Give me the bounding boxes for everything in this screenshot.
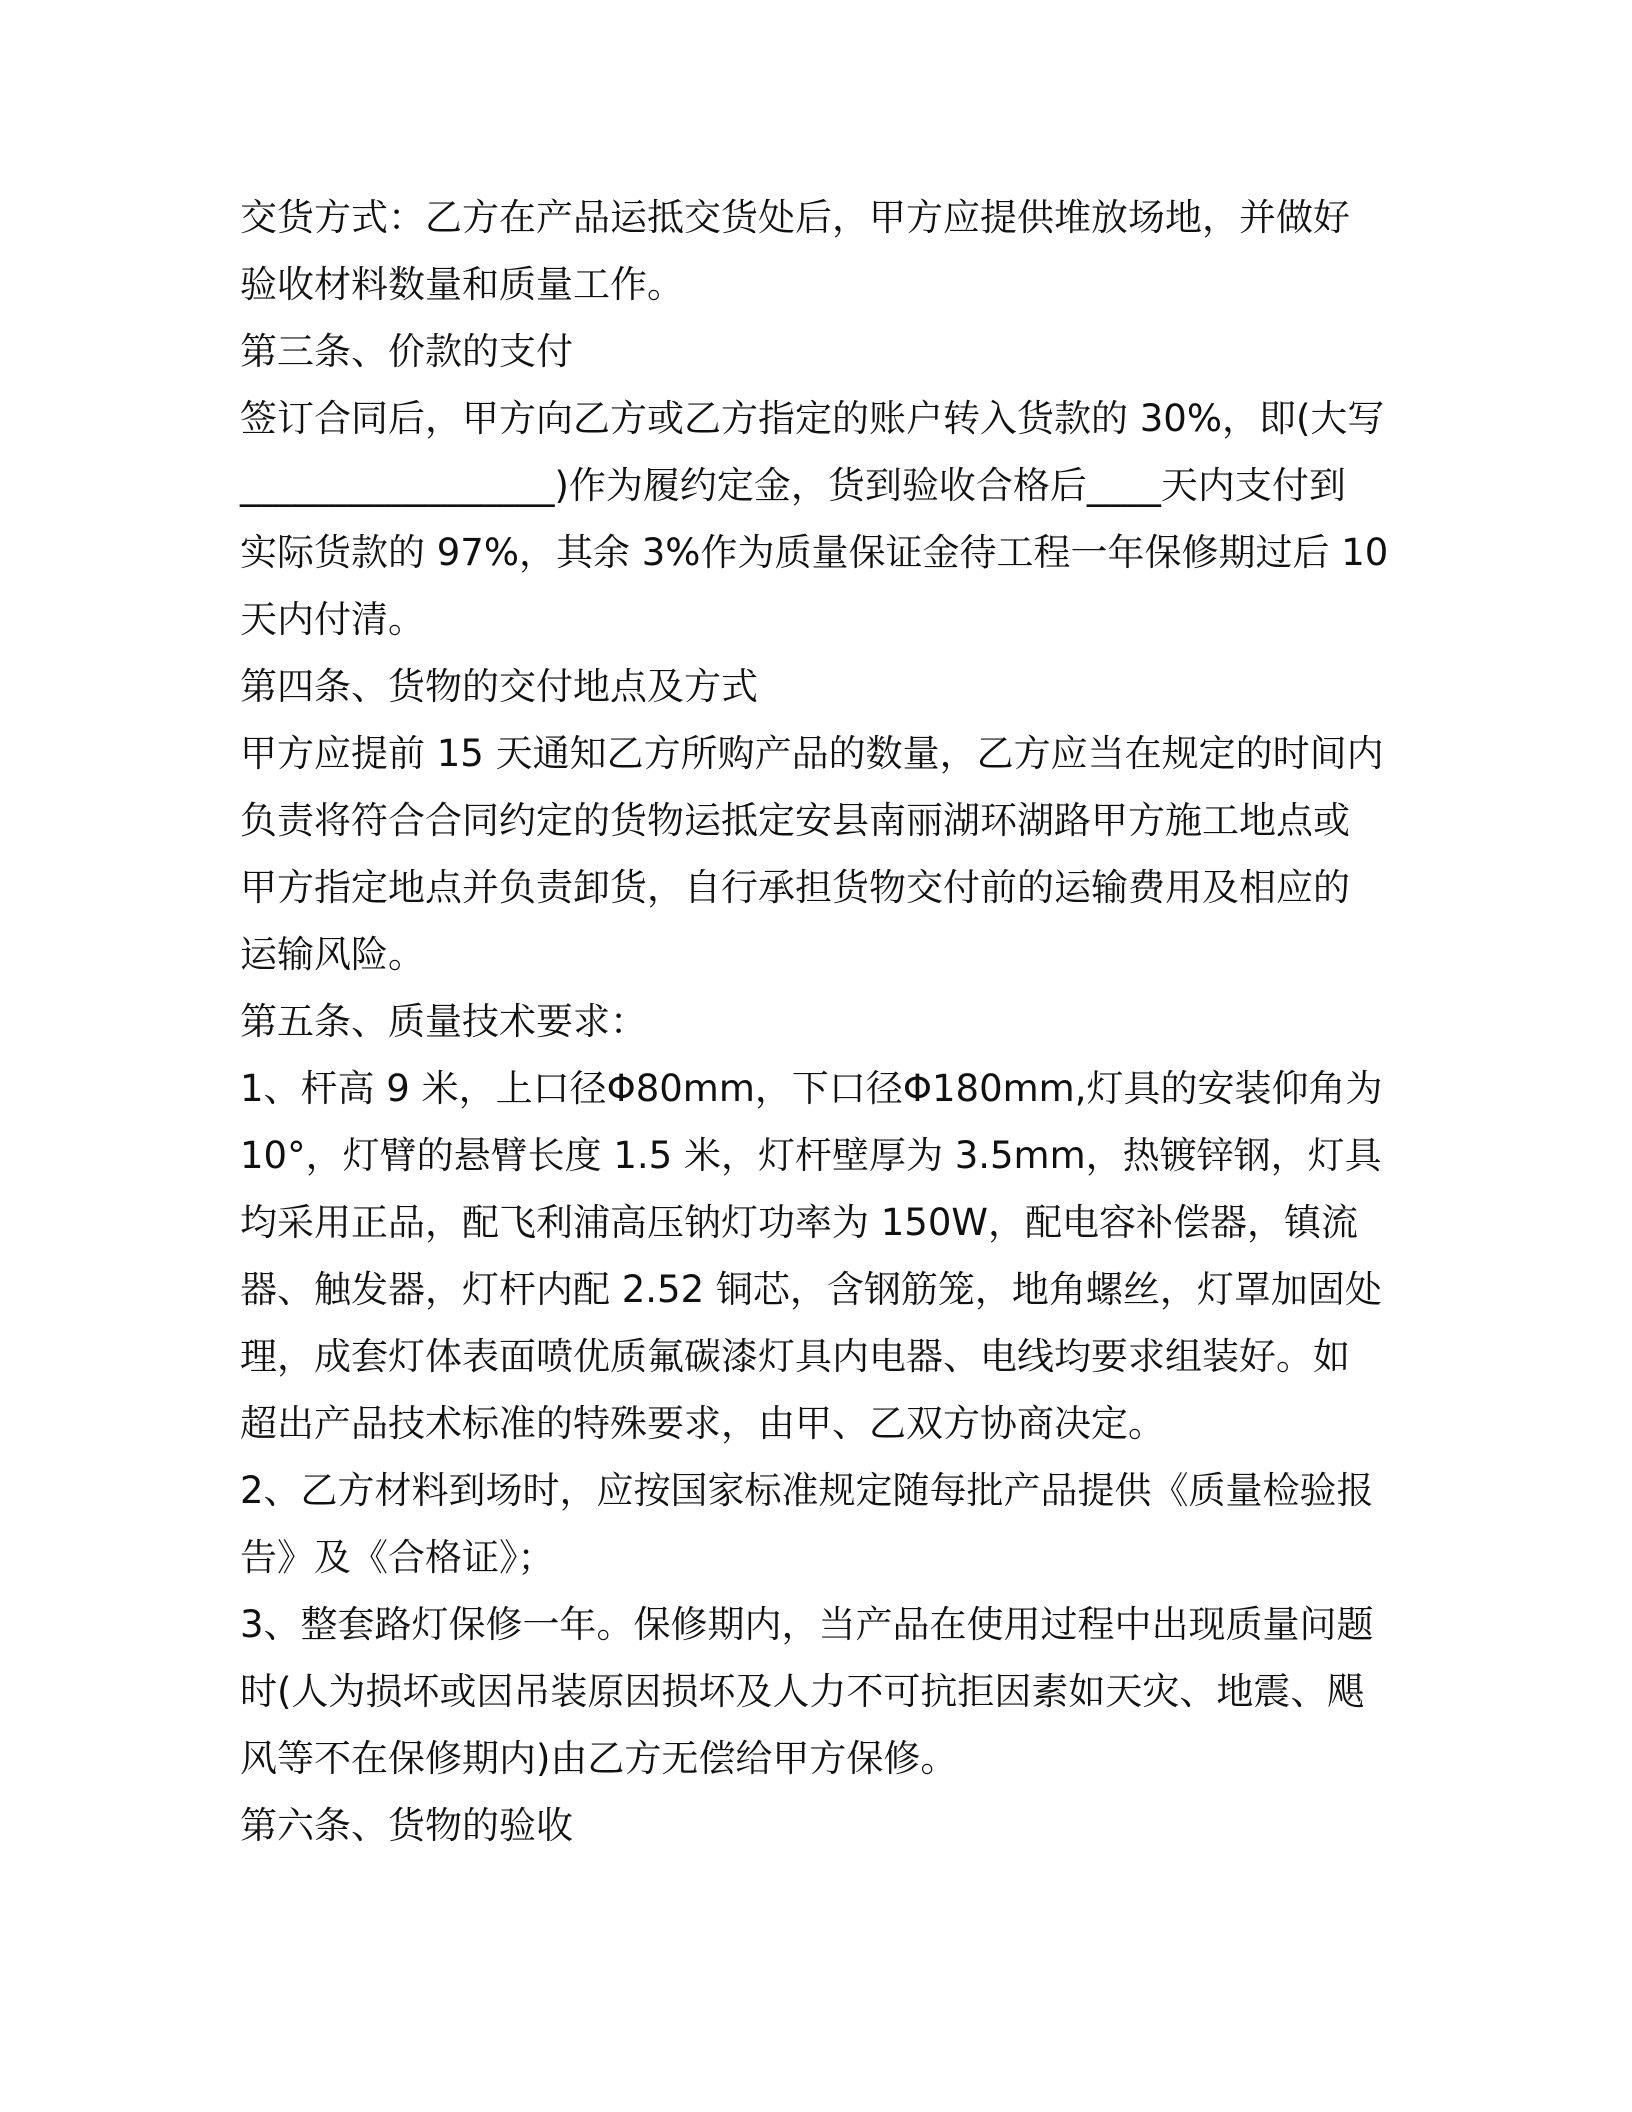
text-line: 天内付清。	[240, 598, 425, 641]
text-line: 实际货款的 97%，其余 3%作为质量保证金待工程一年保修期过后 10	[240, 531, 1389, 574]
text-line: _________________)作为履约定金，货到验收合格后____天内支付到	[240, 464, 1346, 507]
text-line: 均采用正品，配飞利浦高压钠灯功率为 150W，配电容补偿器，镇流	[240, 1201, 1358, 1244]
section-heading: 第三条、价款的支付	[240, 330, 573, 373]
text-line: 甲方指定地点并负责卸货，自行承担货物交付前的运输费用及相应的	[240, 866, 1350, 909]
section-heading: 第五条、质量技术要求：	[240, 1000, 647, 1043]
text-line: 10°，灯臂的悬臂长度 1.5 米，灯杆壁厚为 3.5mm，热镀锌钢，灯具	[240, 1134, 1382, 1177]
text-line: 器、触发器，灯杆内配 2.52 铜芯，含钢筋笼，地角螺丝，灯罩加固处	[240, 1268, 1382, 1311]
text-line: 签订合同后，甲方向乙方或乙方指定的账户转入货款的 30%，即(大写	[240, 397, 1385, 440]
section-heading: 第六条、货物的验收	[240, 1804, 573, 1847]
text-line: 超出产品技术标准的特殊要求，由甲、乙双方协商决定。	[240, 1402, 1165, 1445]
text-line: 告》及《合格证》；	[240, 1536, 555, 1579]
section-heading: 第四条、货物的交付地点及方式	[240, 665, 758, 708]
text-line: 交货方式：乙方在产品运抵交货处后，甲方应提供堆放场地，并做好	[240, 196, 1350, 239]
text-line: 验收材料数量和质量工作。	[240, 263, 684, 306]
text-line: 运输风险。	[240, 933, 425, 976]
text-line: 2、乙方材料到场时，应按国家标准规定随每批产品提供《质量检验报	[240, 1469, 1374, 1512]
text-line: 甲方应提前 15 天通知乙方所购产品的数量，乙方应当在规定的时间内	[240, 732, 1384, 775]
text-line: 风等不在保修期内)由乙方无偿给甲方保修。	[240, 1737, 958, 1780]
document-page	[240, 184, 1392, 1859]
text-line: 时(人为损坏或因吊装原因损坏及人力不可抗拒因素如天灾、地震、飓	[240, 1670, 1365, 1713]
text-line: 理，成套灯体表面喷优质氟碳漆灯具内电器、电线均要求组装好。如	[240, 1335, 1350, 1378]
text-line: 负责将符合合同约定的货物运抵定安县南丽湖环湖路甲方施工地点或	[240, 799, 1350, 842]
text-line: 3、整套路灯保修一年。保修期内，当产品在使用过程中出现质量问题	[240, 1603, 1374, 1646]
text-line: 1、杆高 9 米，上口径Φ80mm，下口径Φ180mm,灯具的安装仰角为	[240, 1067, 1383, 1110]
